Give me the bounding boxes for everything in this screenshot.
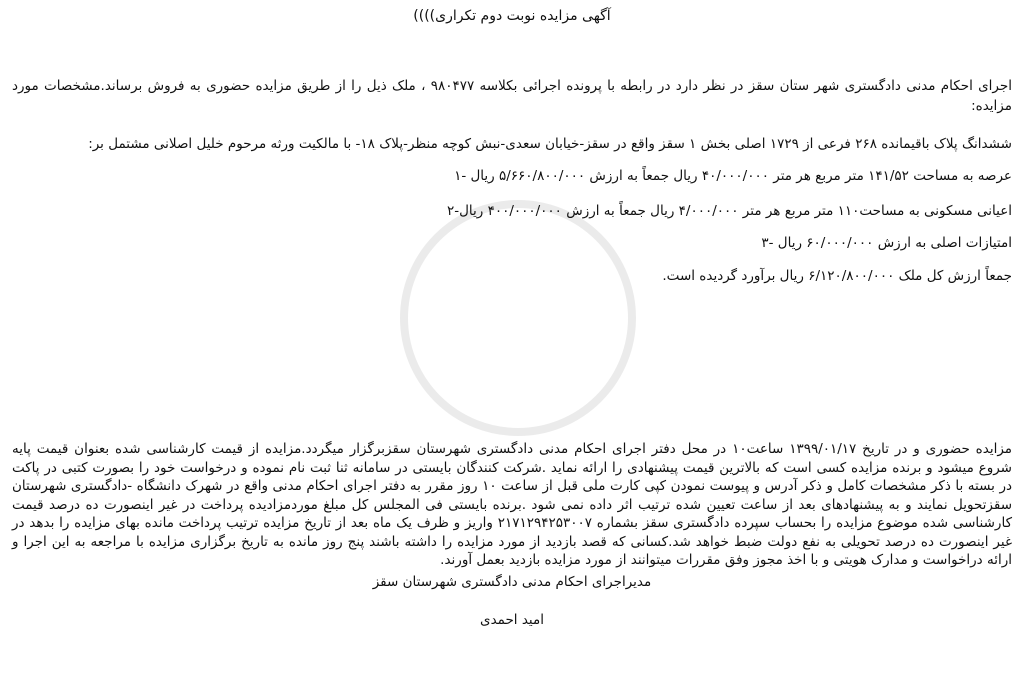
notice-title: آگهی مزایده نوبت دوم تکراری))))	[413, 8, 611, 24]
signature-name: امید احمدی	[480, 612, 544, 628]
notice-intro: اجرای احکام مدنی دادگستری شهر ستان سقز در نظر دارد در رابطه با پرونده اجرائی بکلاسه ۹۸۰۴۷۷ ، ملک ذیل را از طریق مزایده حضوری به فروش برساند.مشخصات مورد مزایده:	[12, 78, 1012, 114]
property-total-value: جمعاً ارزش کل ملک ۶/۱۲۰/۸۰۰/۰۰۰ ریال برآورد گردیده است.	[662, 268, 1012, 284]
property-item-rights: امتیازات اصلی به ارزش ۶۰/۰۰۰/۰۰۰ ریال -۳	[761, 235, 1012, 251]
auction-terms: مزایده حضوری و در تاریخ ۱۳۹۹/۰۱/۱۷ ساعت۱۰ در محل دفتر اجرای احکام مدنی دادگستری شهرستان سقزبرگزار میگردد.مزایده از قیمت کارشناسی شده بعنوان قیمت پایه شروع میشود و برنده مزایده کسی است که بالاترین قیمت پیشنهادی را ارائه نماید .شرکت کنندگان بایستی در سامانه ثنا ثبت نام نموده و درخواست خود را بصورت کتبی در پاکت در بسته با ذکر مشخصات کامل و ذکر آدرس و پیوست نمودن کپی کارت ملی قبل از ساعت ۱۰ روز مقرر به دفتر اجرای احکام مدنی واقع در شهرک دانشگاه -دادگستری شهرستان سقزتحویل نمایند و به پیشنهادهای بعد از ساعت تعیین شده ترتیب اثر داده نمی شود .برنده بایستی فی المجلس کل مبلغ موردمزادیده پرداخت در غیر اینصورت ده درصد قیمت کارشناسی شده موضوع مزایده را بحساب سپرده دادگستری سقز بشماره ۲۱۷۱۲۹۴۲۵۳۰۰۷ واریز و ظرف یک ماه بعد از تاریخ مزایده ترتیب پرداخت مانده بهای مزایده را بدهد در غیر اینصورت ده درصد تحویلی به نفع دولت ضبط خواهد شد.کسانی که قصد بازدید از مورد مزایده را داشته باشند پنج روز مانده به تاریخ برگزاری مزایده با مراجعه به این اجرا و ارائه دراخواست و مدارک هویتی و با اخذ مجوز وفق مقررات میتوانند از مورد مزایده بازدید بعمل آورند.	[12, 441, 1013, 568]
property-item-building: اعیانی مسکونی به مساحت۱۱۰ متر مربع هر متر ۴/۰۰۰/۰۰۰ ریال جمعاً به ارزش ۴۰۰/۰۰۰/۰۰۰ ریال-۲	[446, 203, 1012, 219]
property-item-land: عرصه به مساحت ۱۴۱/۵۲ متر مربع هر متر ۴۰/۰۰۰/۰۰۰ ریال جمعاً به ارزش ۵/۶۶۰/۸۰۰/۰۰۰ ریال -۱	[454, 168, 1012, 184]
signature-title: مدیراجرای احکام مدنی دادگستری شهرستان سقز	[372, 574, 652, 590]
property-description: ششدانگ پلاک باقیمانده ۲۶۸ فرعی از ۱۷۲۹ اصلی بخش ۱ سقز واقع در سقز-خیابان سعدی-نبش کوچه منظر-پلاک ۱۸- با مالکیت ورثه مرحوم خلیل اصلانی مشتمل بر:	[88, 136, 1012, 152]
